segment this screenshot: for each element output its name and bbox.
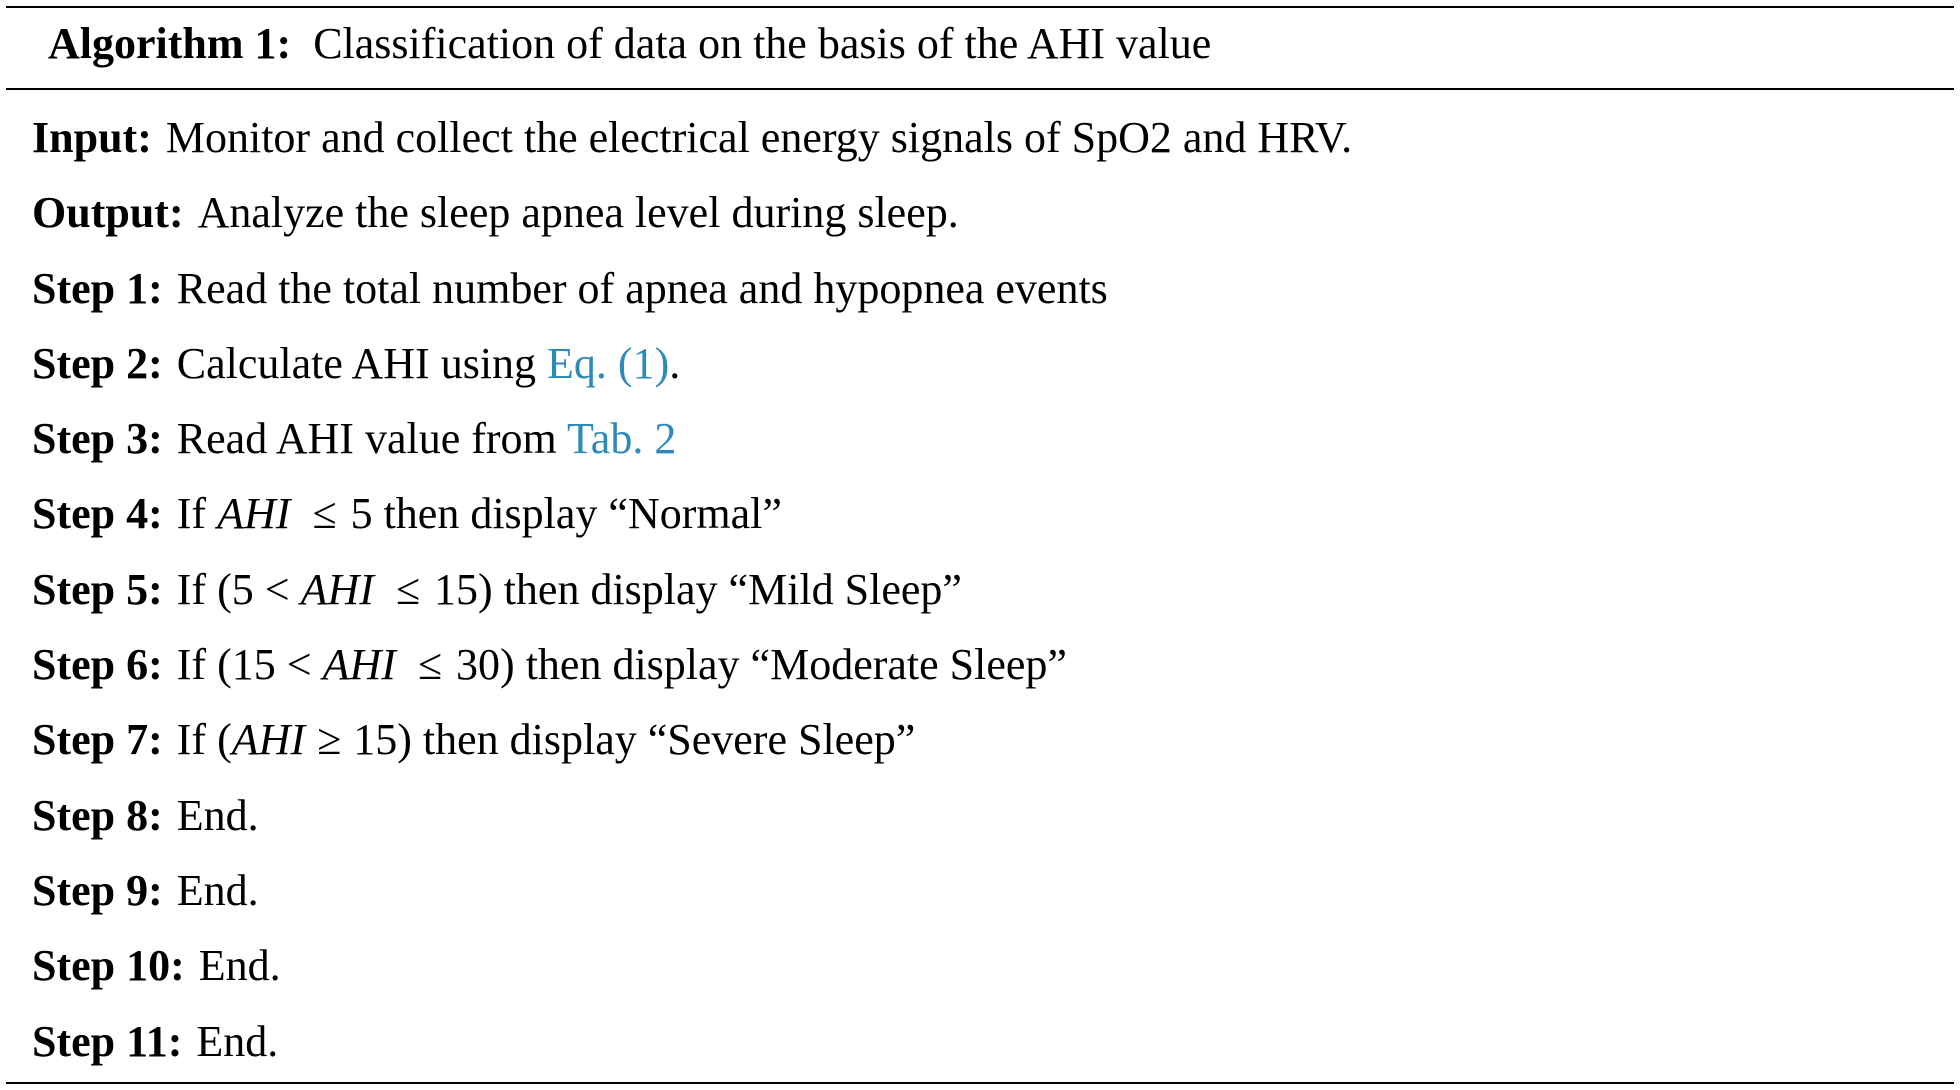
step-4	[32, 486, 1352, 561]
step-label: Step 3:	[32, 414, 163, 464]
algorithm-body	[32, 110, 1352, 1089]
bottom-rule	[6, 1082, 1954, 1084]
ahi-variable: AHI	[231, 715, 306, 765]
table-link[interactable]: Tab. 2	[567, 414, 677, 464]
step-11	[32, 1014, 1352, 1089]
step-text: then display “Moderate Sleep”	[525, 640, 1067, 690]
step-5	[32, 562, 1352, 637]
input-line	[32, 110, 1352, 185]
operator: ≥	[317, 715, 342, 765]
step-label: Step 1:	[32, 263, 163, 313]
algorithm-title-text: Classification of data on the basis of the AHI value	[313, 19, 1212, 68]
header-rule	[6, 88, 1954, 90]
step-text: Read AHI value from	[176, 414, 557, 464]
output-text: Analyze the sleep apnea level during sleep.	[197, 188, 959, 238]
step-2	[32, 336, 1352, 411]
output-line	[32, 185, 1352, 260]
input-text: Monitor and collect the electrical energy signals of SpO2 and HRV.	[165, 113, 1353, 162]
step-label: Step 7:	[32, 715, 163, 765]
threshold-value: 5	[350, 489, 373, 539]
step-text: If (5 <	[176, 564, 290, 614]
ahi-variable: AHI	[322, 640, 396, 690]
step-8	[32, 788, 1352, 863]
step-label: Step 9:	[32, 865, 163, 915]
step-text: then display “Mild Sleep”	[503, 564, 962, 614]
top-rule	[6, 6, 1954, 8]
step-label: Step 11:	[32, 1016, 183, 1066]
step-text: If (	[176, 715, 232, 765]
step-label: Step 8:	[32, 790, 163, 840]
operator: ≤	[417, 640, 443, 690]
algorithm-title	[48, 18, 1211, 70]
step-1	[32, 261, 1352, 336]
step-label: Step 5:	[32, 564, 163, 614]
threshold-value: 15)	[353, 715, 412, 765]
operator: ≤	[312, 489, 337, 539]
step-7	[32, 712, 1352, 787]
threshold-value: 15)	[434, 564, 493, 614]
step-6	[32, 637, 1352, 712]
step-label: Step 2:	[32, 338, 163, 388]
step-10	[32, 938, 1352, 1013]
step-text: If	[176, 489, 207, 539]
ahi-variable: AHI	[300, 564, 374, 614]
operator: ≤	[395, 564, 421, 614]
step-punct: .	[669, 338, 681, 388]
step-text: Calculate AHI using	[176, 338, 537, 388]
step-text: then display “Normal”	[383, 489, 782, 539]
step-text: End.	[198, 941, 281, 991]
step-label: Step 4:	[32, 489, 163, 539]
output-label: Output:	[32, 188, 184, 238]
algorithm-label: Algorithm 1:	[48, 19, 292, 68]
step-text: End.	[176, 790, 259, 840]
threshold-value: 30)	[456, 640, 515, 690]
ahi-variable: AHI	[217, 489, 291, 539]
step-text: End.	[176, 865, 259, 915]
step-3	[32, 411, 1352, 486]
equation-link[interactable]: Eq. (1)	[547, 338, 670, 388]
step-text: End.	[196, 1016, 279, 1066]
step-text: Read the total number of apnea and hypopnea events	[176, 263, 1108, 313]
step-text: If (15 <	[176, 640, 312, 690]
step-text: then display “Severe Sleep”	[422, 715, 916, 765]
input-label: Input:	[32, 113, 152, 162]
step-9	[32, 863, 1352, 938]
step-label: Step 6:	[32, 640, 163, 690]
step-label: Step 10:	[32, 941, 185, 991]
